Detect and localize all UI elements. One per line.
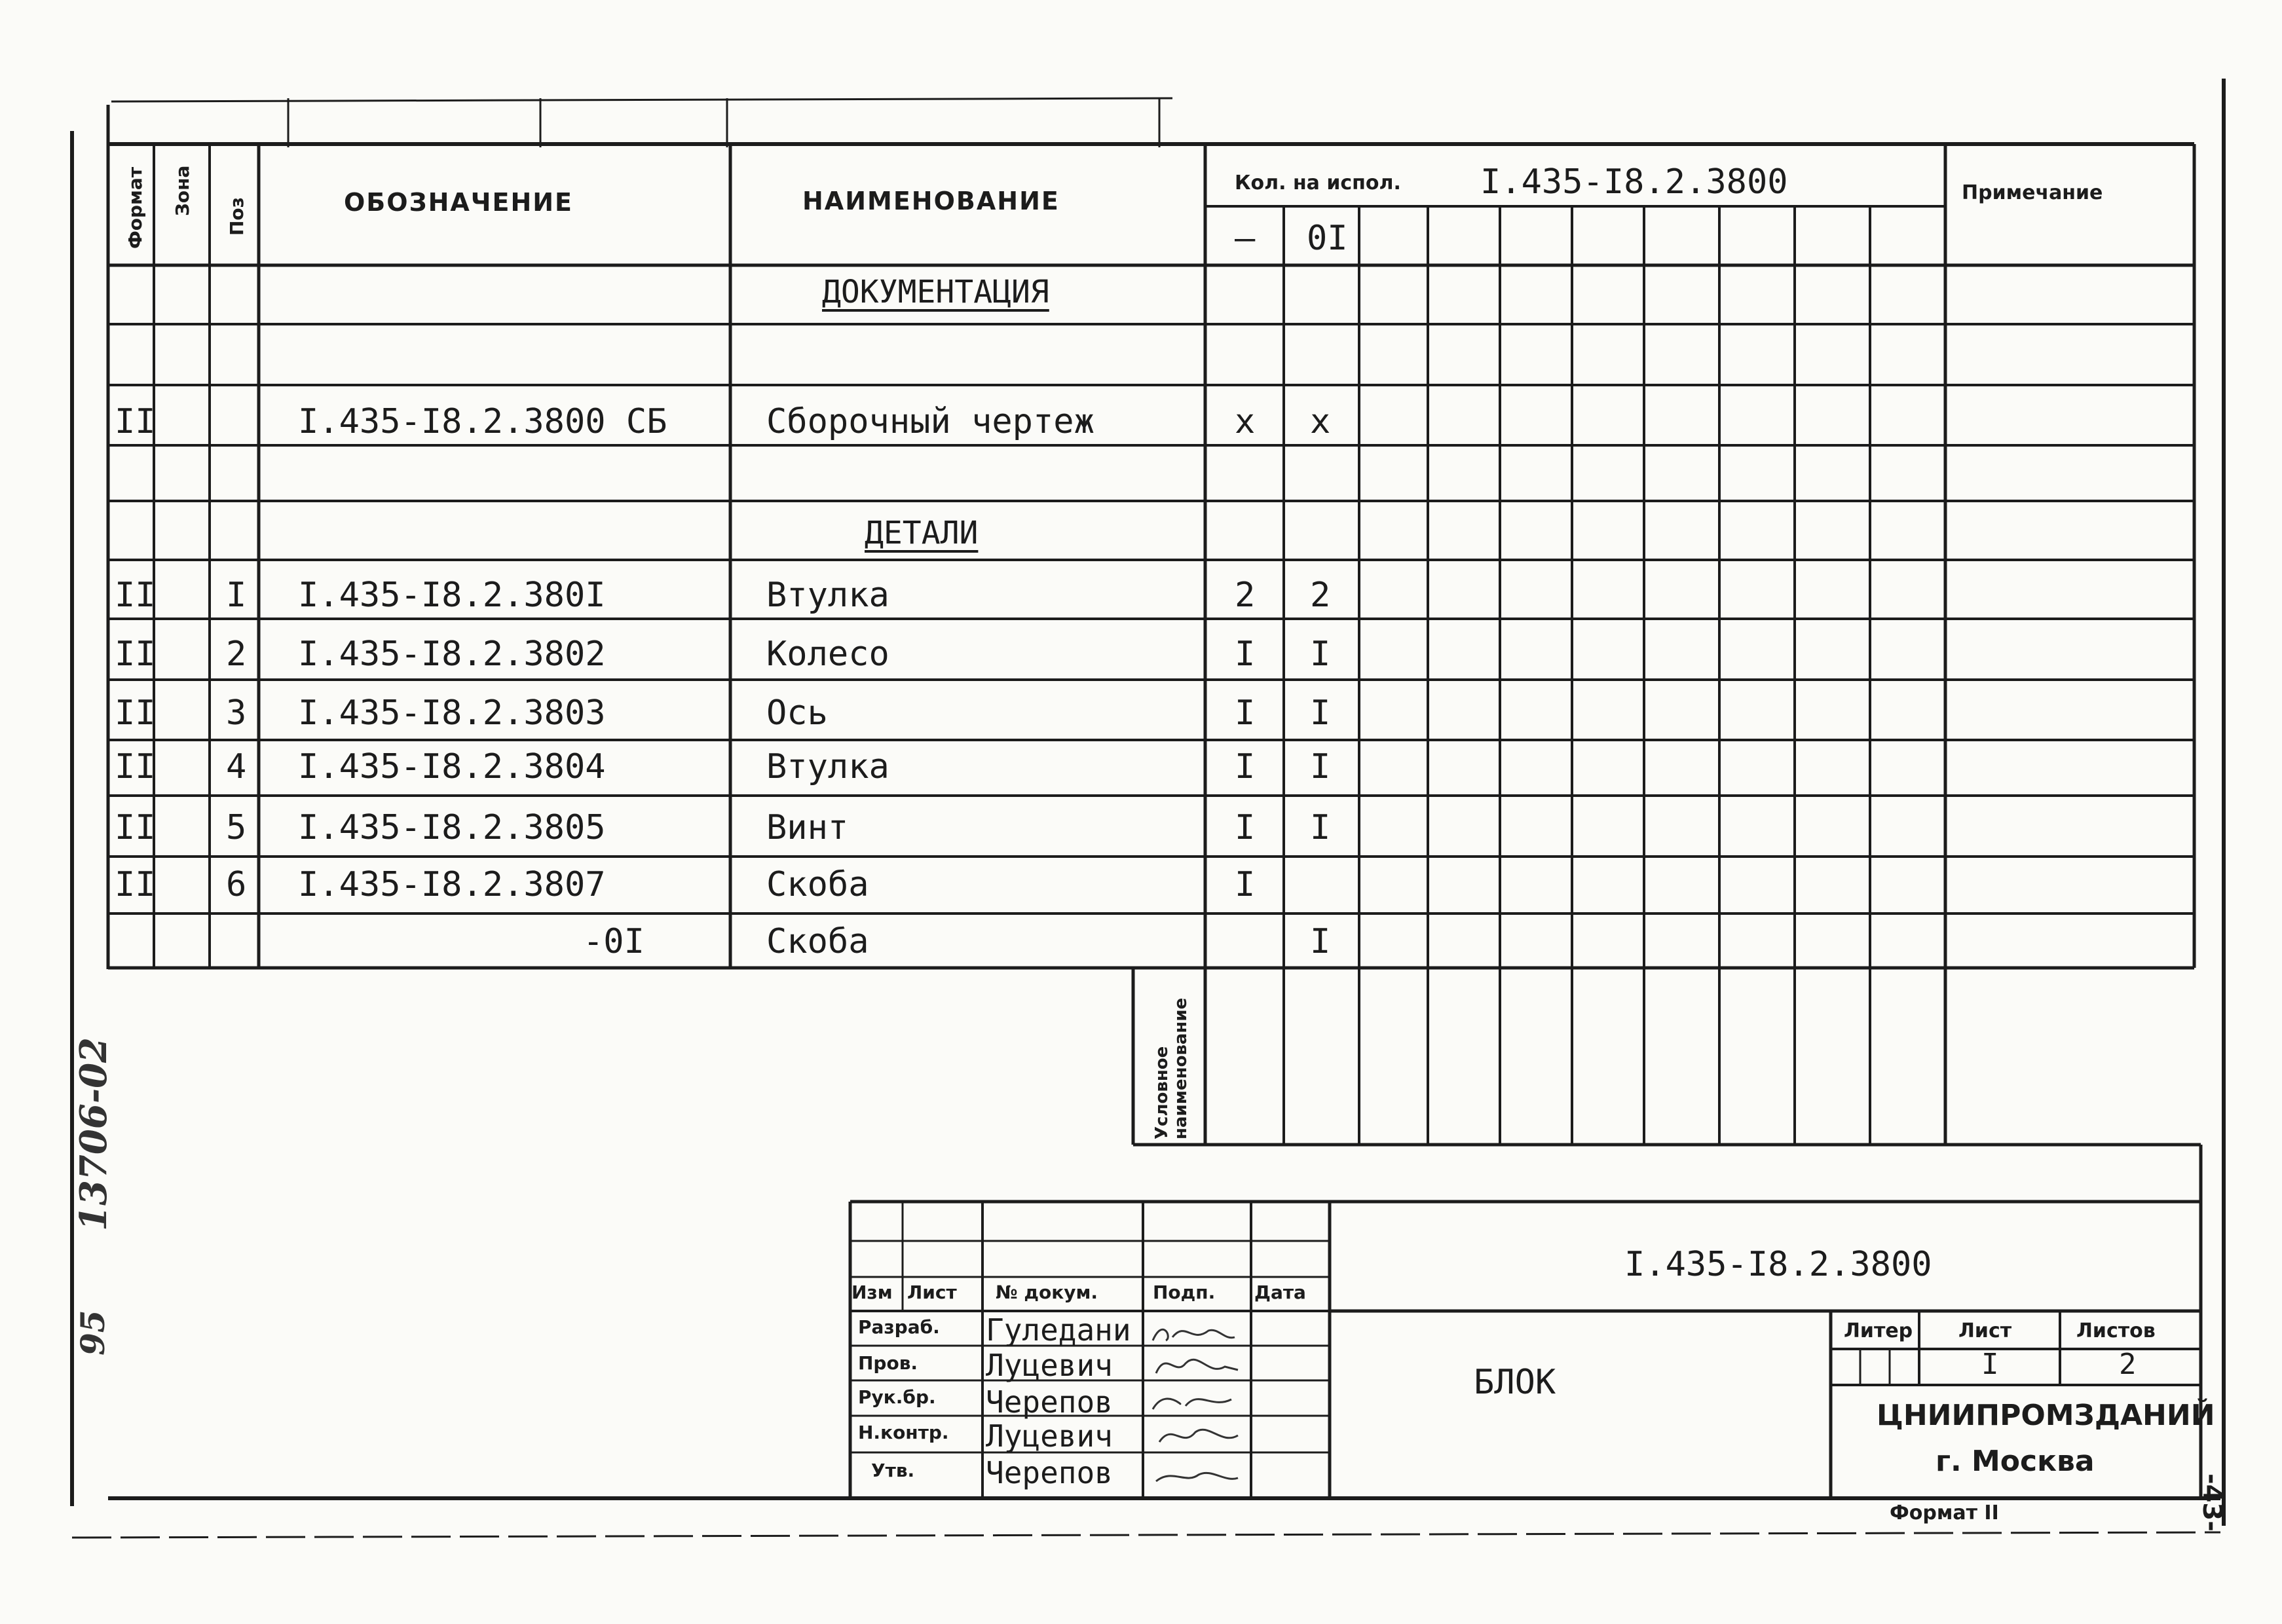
cell-qty-2: х [1310, 402, 1331, 441]
cell-qty-1: I [1235, 693, 1256, 733]
cell-name: Втулка [766, 747, 889, 786]
cell-designation: I.435-I8.2.3800 СБ [298, 402, 667, 441]
cell-designation: I.435-I8.2.3804 [298, 747, 606, 786]
cell-designation: -0I [583, 922, 645, 961]
cell-designation: I.435-I8.2.380I [298, 576, 606, 615]
role-name: Гуледани [986, 1312, 1131, 1348]
cell-pos: 2 [226, 635, 247, 674]
cell-qty-1: 2 [1235, 576, 1256, 615]
col-header-pos: Поз [226, 197, 248, 236]
cell-designation: I.435-I8.2.3802 [298, 635, 606, 674]
col-header-note: Примечание [1962, 181, 2103, 204]
col-header-name: НАИМЕНОВАНИЕ [802, 187, 1060, 215]
col-header-format: Формат [124, 166, 146, 249]
role-label: Рук.бр. [858, 1386, 936, 1408]
cell-name: Колесо [766, 635, 889, 674]
cell-name: Втулка [766, 576, 889, 615]
role-name: Луцевич [986, 1348, 1113, 1383]
cell-format: II [115, 865, 156, 904]
organization: ЦНИИПРОМЗДАНИЙ [1877, 1399, 2215, 1432]
cell-pos: I [226, 576, 247, 615]
cell-qty-1: х [1235, 402, 1256, 441]
city: г. Москва [1936, 1445, 2095, 1478]
qty-header-doc: I.435-I8.2.3800 [1480, 162, 1788, 202]
qty-variant-base: – [1235, 219, 1256, 258]
section-details: ДЕТАЛИ [865, 515, 979, 551]
margin-archive-number: 13706-02 [72, 1037, 115, 1231]
cell-designation: I.435-I8.2.3803 [298, 693, 606, 733]
cell-qty-1: I [1235, 865, 1256, 904]
cell-pos: 6 [226, 865, 247, 904]
cell-designation: I.435-I8.2.3807 [298, 865, 606, 904]
cell-qty-2: I [1310, 808, 1331, 847]
col-list: Лист [907, 1282, 957, 1303]
role-name: Черепов [986, 1455, 1113, 1490]
role-label: Н.контр. [858, 1422, 949, 1443]
cell-name: Скоба [766, 865, 869, 904]
cell-name: Сборочный чертеж [766, 402, 1094, 441]
title-name: БЛОК [1474, 1363, 1556, 1402]
cell-qty-2: I [1310, 635, 1331, 674]
sheets-count: 2 [2119, 1348, 2137, 1381]
cell-name: Ось [766, 693, 828, 733]
margin-page-number: -43- [2197, 1473, 2227, 1532]
cell-pos: 3 [226, 693, 247, 733]
cell-qty-2: I [1310, 693, 1331, 733]
cell-pos: 4 [226, 747, 247, 786]
cell-format: II [115, 808, 156, 847]
role-label: Пров. [858, 1352, 918, 1374]
conditional-name-label: Условное наименование [1152, 997, 1191, 1139]
format-label: Формат II [1890, 1502, 1999, 1524]
sheets-label: Листов [2076, 1320, 2156, 1342]
role-label: Утв. [871, 1460, 915, 1481]
section-documentation: ДОКУМЕНТАЦИЯ [822, 274, 1049, 310]
cell-designation: I.435-I8.2.3805 [298, 808, 606, 847]
cell-qty-1: I [1235, 808, 1256, 847]
col-doc: № докум. [996, 1282, 1098, 1303]
col-date: Дата [1254, 1282, 1306, 1303]
col-izm: Изм [851, 1282, 893, 1303]
cell-qty-2: I [1310, 922, 1331, 961]
col-sign: Подп. [1153, 1282, 1216, 1303]
role-name: Черепов [986, 1384, 1113, 1420]
cell-format: II [115, 693, 156, 733]
role-label: Разраб. [858, 1316, 940, 1338]
title-doc-number: I.435-I8.2.3800 [1624, 1245, 1932, 1284]
cell-pos: 5 [226, 808, 247, 847]
sheet-label: Лист [1958, 1320, 2012, 1342]
cell-format: II [115, 635, 156, 674]
qty-variant-01: 0I [1307, 219, 1348, 258]
cell-format: II [115, 576, 156, 615]
cell-format: II [115, 747, 156, 786]
cell-qty-1: I [1235, 747, 1256, 786]
cell-qty-2: 2 [1310, 576, 1331, 615]
role-name: Луцевич [986, 1418, 1113, 1454]
cell-qty-1: I [1235, 635, 1256, 674]
margin-small-number: 95 [73, 1310, 112, 1356]
cell-name: Скоба [766, 922, 869, 961]
qty-header-label: Кол. на испол. [1235, 172, 1401, 194]
cell-name: Винт [766, 808, 849, 847]
col-header-zone: Зона [172, 165, 193, 216]
liter-label: Литер [1844, 1320, 1913, 1342]
col-header-designation: ОБОЗНАЧЕНИЕ [344, 188, 574, 217]
sheet-number: I [1981, 1348, 1999, 1381]
cell-qty-2: I [1310, 747, 1331, 786]
signatures [1146, 1311, 1244, 1498]
cell-format: II [115, 402, 156, 441]
